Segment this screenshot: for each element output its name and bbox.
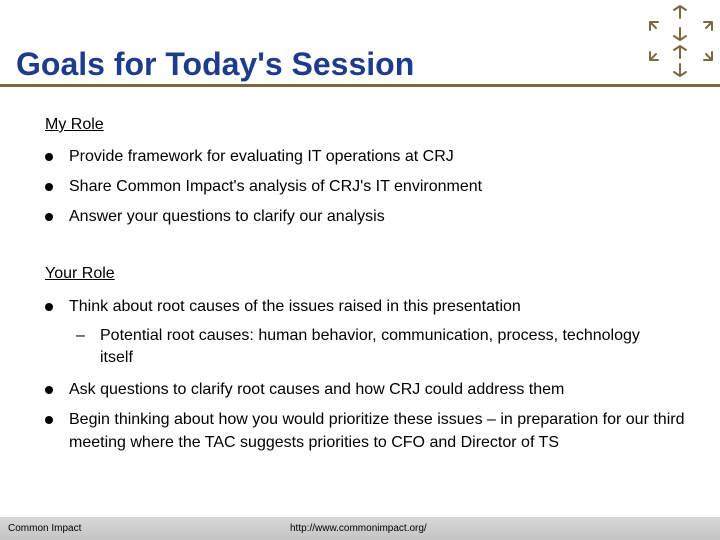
bullet-icon: [45, 153, 53, 161]
my-role-heading: My Role: [45, 116, 104, 133]
bullet-text: Answer your questions to clarify our analysis: [69, 208, 385, 225]
bullet-text: Begin thinking about how you would prioritize these issues – in preparation for our third meeting where the TAC suggests priorities to CFO and Director of TS: [69, 411, 685, 451]
bullet-icon: [45, 303, 53, 311]
bullet-text: Ask questions to clarify root causes and how CRJ could address them: [69, 381, 565, 398]
your-role-heading: Your Role: [45, 265, 115, 282]
footer-url: http://www.commonimpact.org/: [290, 523, 427, 534]
bullet-icon: [45, 213, 53, 221]
slide-title: Goals for Today's Session: [16, 46, 415, 82]
sub-bullet-text: Potential root causes: human behavior, communication, process, technology itself: [100, 327, 640, 366]
title-divider: [0, 84, 720, 87]
footer-company: Common Impact: [8, 523, 82, 534]
bullet-icon: [45, 386, 53, 394]
slide-footer: [0, 517, 720, 540]
bullet-icon: [45, 416, 53, 424]
bullet-text: Provide framework for evaluating IT operations at CRJ: [69, 148, 454, 165]
arrows-logo-icon: [640, 2, 720, 82]
bullet-text: Share Common Impact's analysis of CRJ's IT environment: [69, 178, 483, 195]
bullet-text: Think about root causes of the issues raised in this presentation: [69, 298, 521, 315]
dash-icon: –: [76, 327, 85, 344]
bullet-icon: [45, 183, 53, 191]
